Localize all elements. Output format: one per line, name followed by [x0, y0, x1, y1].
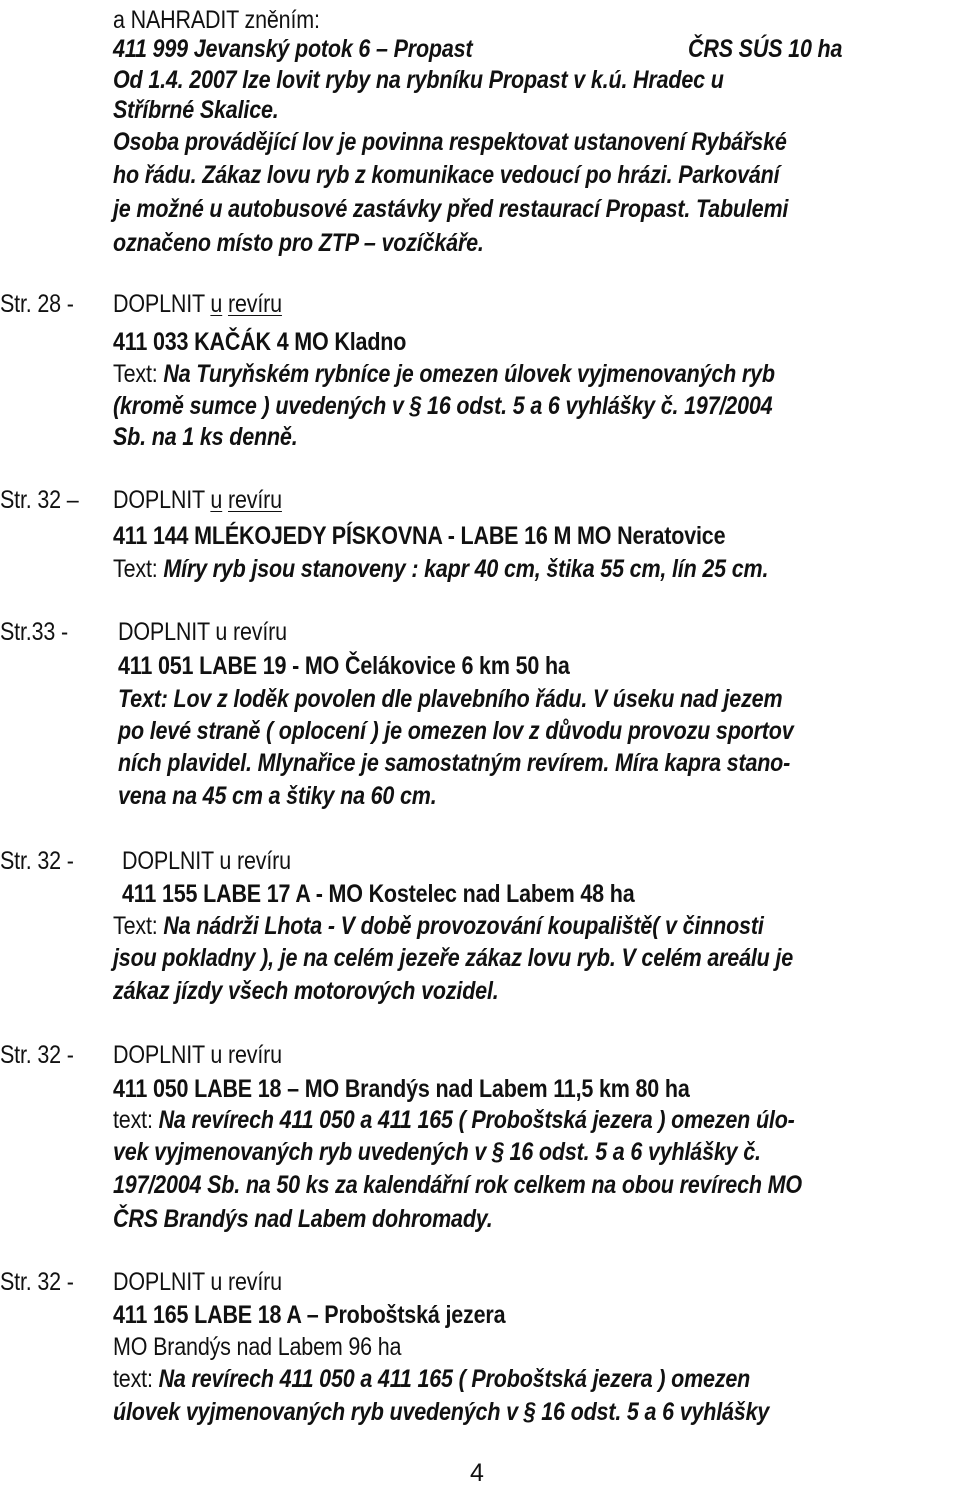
text-line: (kromě sumce ) uvedených v § 16 odst. 5 a 6 vyhlášky č. 197/2004 [113, 392, 773, 420]
text-line [113, 553, 768, 585]
action-line: DOPLNIT u revíru [122, 847, 291, 875]
action-word: DOPLNIT [113, 290, 205, 318]
text-line: zákaz jízdy všech motorových vozidel. [113, 977, 499, 1005]
revir-title: 411 155 LABE 17 A - MO Kostelec nad Labem 48 ha [122, 880, 635, 908]
text-prefix: Text: [113, 555, 164, 583]
text-prefix: Text: [113, 912, 164, 940]
text-line [113, 1363, 750, 1395]
replace-header: a NAHRADIT zněním: [113, 6, 320, 34]
page-ref-label: Str. 32 - [0, 847, 74, 875]
page-ref-label: Str. 32 - [0, 1268, 74, 1296]
action-word: revíru [227, 290, 282, 318]
text-line: Od 1.4. 2007 lze lovit ryby na rybníku Propast v k.ú. Hradec u [113, 66, 724, 94]
action-word: DOPLNIT [113, 486, 205, 514]
text-line: úlovek vyjmenovaných ryb uvedených v § 16 odst. 5 a 6 vyhlášky [113, 1398, 770, 1426]
text-prefix: text: [113, 1365, 159, 1393]
text-line [113, 910, 764, 942]
revir-title: 411 033 KAČÁK 4 MO Kladno [113, 328, 407, 356]
text-line: je možné u autobusové zastávky před restaurací Propast. Tabulemi [113, 195, 789, 223]
revir-title: 411 051 LABE 19 - MO Čelákovice 6 km 50 ha [118, 652, 570, 680]
text-line: vek vyjmenovaných ryb uvedených v § 16 odst. 5 a 6 vyhlášky č. [113, 1138, 761, 1166]
action-line [113, 288, 282, 320]
revir-title: 411 050 LABE 18 – MO Brandýs nad Labem 11,5 km 80 ha [113, 1075, 690, 1103]
text-line [113, 358, 775, 390]
action-line [113, 484, 282, 516]
revir-org: ČRS SÚS 10 ha [688, 35, 843, 63]
revir-title: 411 999 Jevanský potok 6 – Propast [113, 35, 473, 63]
text-content: Na nádrži Lhota - V době provozování koupaliště( v činnosti [163, 912, 764, 940]
text-line [113, 1104, 795, 1136]
page-ref-label: Str. 28 - [0, 290, 74, 318]
text-content: Na Turyňském rybníce je omezen úlovek vyjmenovaných ryb [163, 360, 775, 388]
action-word: u [210, 290, 223, 318]
action-line: DOPLNIT u revíru [113, 1268, 282, 1296]
text-line: vena na 45 cm a štiky na 60 cm. [118, 782, 437, 810]
text-prefix: Text: [113, 360, 164, 388]
text-prefix: text: [113, 1106, 159, 1134]
text-content: Na revírech 411 050 a 411 165 ( Proboštská jezera ) omezen [158, 1365, 751, 1393]
text-line: Osoba provádějící lov je povinna respektovat ustanovení Rybářské [113, 128, 787, 156]
text-content: Míry ryb jsou stanoveny : kapr 40 cm, štika 55 cm, lín 25 cm. [163, 555, 769, 583]
action-word: u [210, 486, 223, 514]
page-ref-label: Str.33 - [0, 618, 68, 646]
page-ref-label: Str. 32 – [0, 486, 79, 514]
text-line: 197/2004 Sb. na 50 ks za kalendářní rok celkem na obou revírech MO [113, 1171, 802, 1199]
text-line: po levé straně ( oplocení ) je omezen lov z důvodu provozu sportov [118, 717, 794, 745]
action-line: DOPLNIT u revíru [118, 618, 287, 646]
revir-title: 411 165 LABE 18 A – Proboštská jezera [113, 1301, 506, 1329]
text-line: ČRS Brandýs nad Labem dohromady. [113, 1205, 493, 1233]
text-line: Stříbrné Skalice. [113, 96, 279, 124]
page-ref-label: Str. 32 - [0, 1041, 74, 1069]
text-line: jsou pokladny ), je na celém jezeře zákaz lovu ryb. V celém areálu je [113, 944, 794, 972]
revir-title: 411 144 MLÉKOJEDY PÍSKOVNA - LABE 16 M MO Neratovice [113, 522, 726, 550]
text-line: ních plavidel. Mlynařice je samostatným revírem. Míra kapra stano- [118, 749, 791, 777]
revir-subtitle: MO Brandýs nad Labem 96 ha [113, 1333, 402, 1361]
page-number: 4 [470, 1459, 484, 1487]
text-line: ho řádu. Zákaz lovu ryb z komunikace vedoucí po hrázi. Parkování [113, 161, 780, 189]
text-line: Sb. na 1 ks denně. [113, 423, 298, 451]
action-line: DOPLNIT u revíru [113, 1041, 282, 1069]
action-word: revíru [227, 486, 282, 514]
text-content: Na revírech 411 050 a 411 165 ( Proboštská jezera ) omezen úlo- [158, 1106, 795, 1134]
text-line: označeno místo pro ZTP – vozíčkáře. [113, 229, 484, 257]
text-line: Text: Lov z loděk povolen dle plavebního řádu. V úseku nad jezem [118, 685, 783, 713]
